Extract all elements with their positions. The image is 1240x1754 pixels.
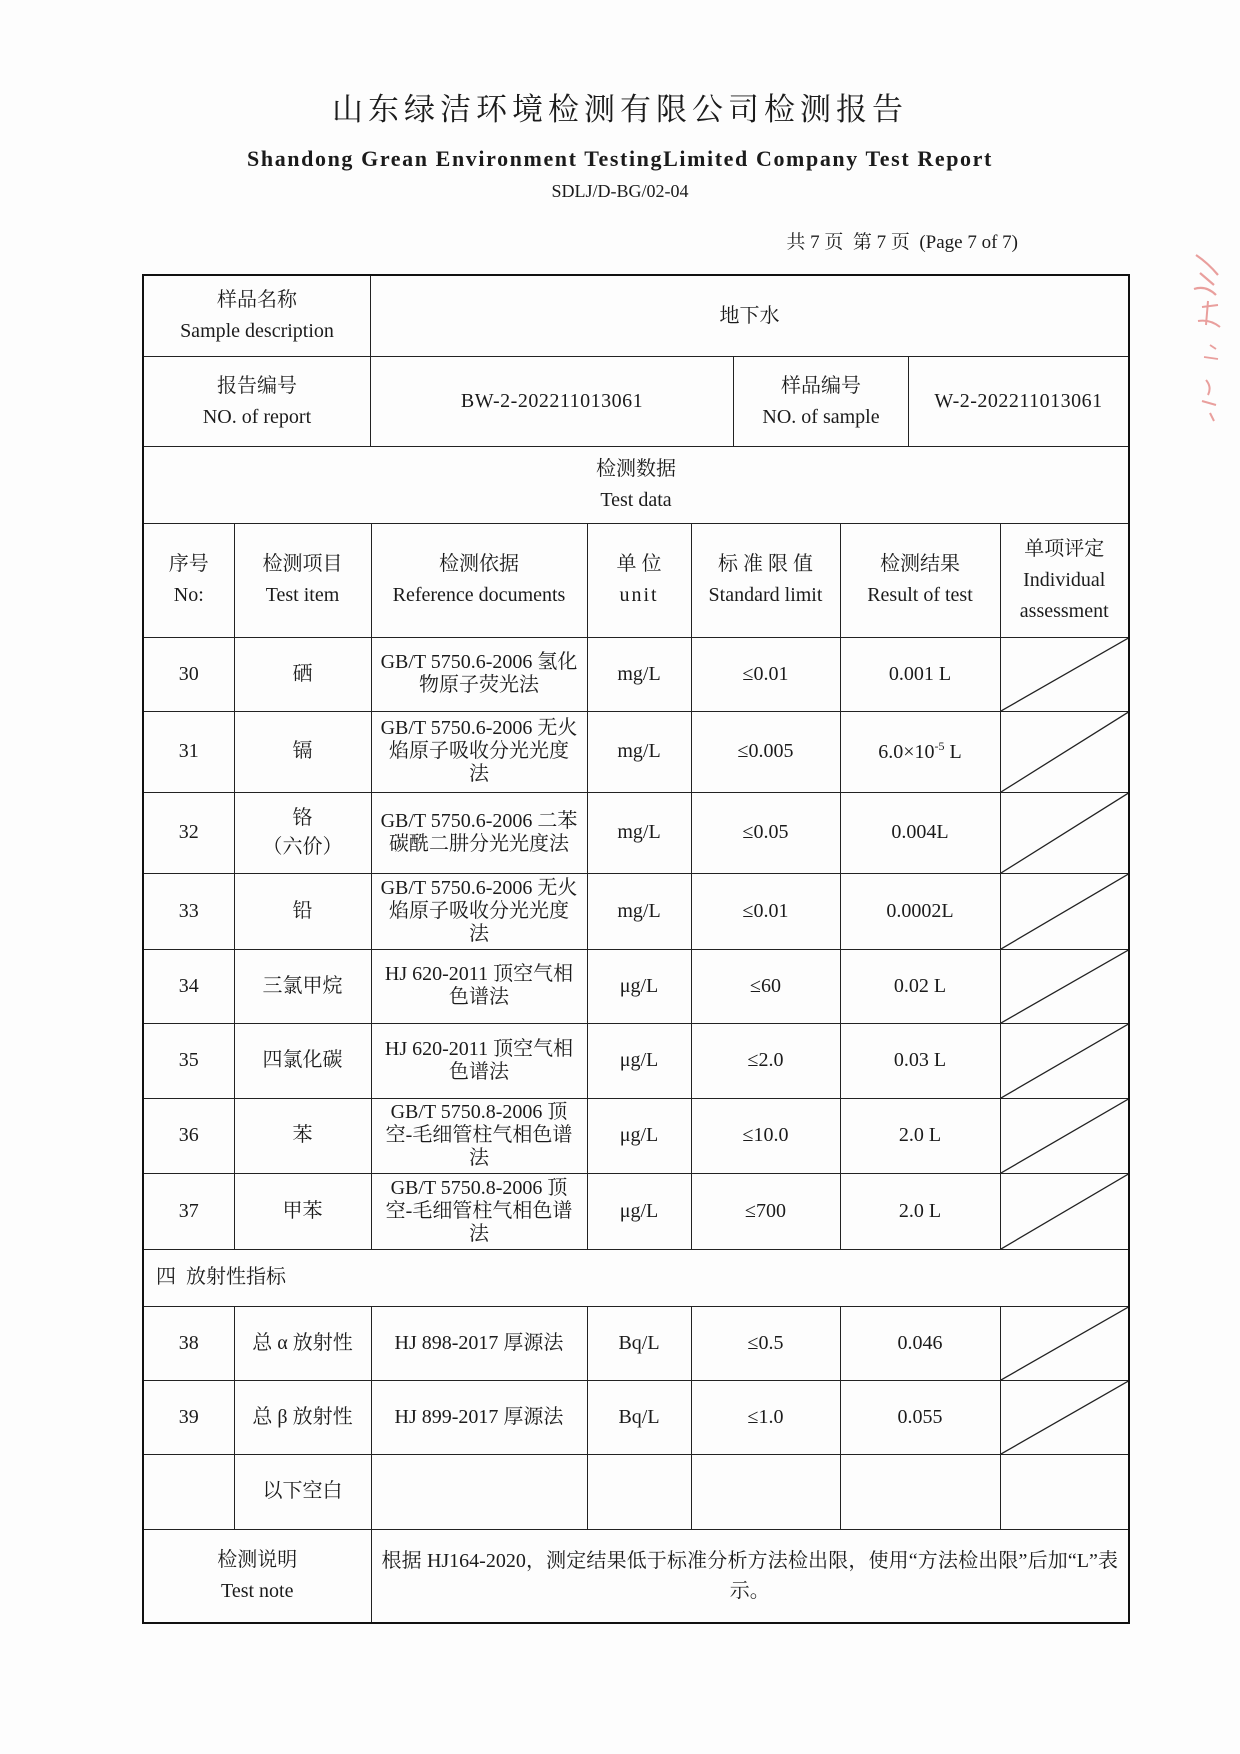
test-note-text: 根据 HJ164-2020，测定结果低于标准分析方法检出限，使用“方法检出限”后加“L”表示。 xyxy=(381,1549,1118,1602)
test-item-name: 三氯甲烷 xyxy=(262,974,343,997)
column-header-en: unit xyxy=(619,584,659,607)
limit-text: ≤10.0 xyxy=(742,1124,789,1146)
page-indicator: 共 7 页 第 7 页 (Page 7 of 7) xyxy=(786,232,1018,253)
reference-text: GB/T 5750.6-2006 氢化物原子荧光法 xyxy=(380,651,578,696)
cell-empty xyxy=(1000,1454,1128,1529)
cell-test-item xyxy=(234,637,371,711)
result-text: 0.0002L xyxy=(886,899,954,922)
sample-description-label xyxy=(144,276,371,356)
document-code: SDLJ/D-BG/02-04 xyxy=(551,181,689,201)
row-number: 33 xyxy=(178,899,199,922)
cell-test-item xyxy=(234,1380,371,1454)
cell-standard-limit xyxy=(691,1380,840,1454)
diagonal-strike xyxy=(1001,638,1129,711)
table-row xyxy=(144,873,1128,949)
column-header-row xyxy=(144,524,1128,637)
sample-description-value xyxy=(371,276,1128,356)
unit-text: μg/L xyxy=(619,1124,659,1146)
section-row xyxy=(144,1249,1128,1306)
test-item-name: 总 α 放射性 xyxy=(252,1331,353,1354)
row-number: 37 xyxy=(178,1199,199,1222)
reference-text: HJ 620-2011 顶空气相色谱法 xyxy=(384,1037,574,1083)
result-text: 0.004L xyxy=(891,821,949,843)
sample-label-en: Sample description xyxy=(180,320,334,342)
diagonal-strike xyxy=(1001,874,1129,949)
cell-result xyxy=(840,1306,1000,1380)
sample-label-cn: 样品名称 xyxy=(217,289,297,311)
row-number: 35 xyxy=(178,1049,199,1071)
cell-test-item xyxy=(234,792,371,873)
cell-empty xyxy=(371,1454,587,1529)
cell-no xyxy=(144,1306,234,1380)
sample-description-row xyxy=(144,276,1128,357)
cell-assessment xyxy=(1000,1173,1128,1249)
row-number: 39 xyxy=(178,1405,199,1428)
column-header-en: Result of test xyxy=(867,584,973,607)
cell-test-item xyxy=(234,1306,371,1380)
cell-assessment xyxy=(1000,1306,1128,1380)
limit-text: ≤2.0 xyxy=(747,1049,784,1071)
seal-fragment-stamp xyxy=(1188,245,1228,430)
limit-text: ≤1.0 xyxy=(747,1405,784,1428)
cell-result xyxy=(840,1098,1000,1173)
unit-text: mg/L xyxy=(617,821,661,843)
limit-text: ≤700 xyxy=(745,1199,786,1222)
limit-text: ≤0.05 xyxy=(742,821,789,843)
test-item-qualifier: （六价） xyxy=(262,835,343,858)
column-header-en: No: xyxy=(173,584,204,607)
cell-unit xyxy=(587,637,691,711)
cell-standard-limit xyxy=(691,1098,840,1173)
column-header-unit xyxy=(587,524,691,637)
data-rows xyxy=(144,524,1128,1622)
unit-text: μg/L xyxy=(619,974,659,997)
unit-text: Bq/L xyxy=(618,1331,660,1354)
cell-result xyxy=(840,637,1000,711)
test-note-row xyxy=(144,1529,1128,1622)
report-title-cn: 山东绿洁环境检测有限公司检测报告 xyxy=(332,92,908,127)
column-header-cn: 序号 xyxy=(168,553,209,576)
cell-result xyxy=(840,1023,1000,1098)
test-item-name: 甲苯 xyxy=(282,1199,323,1222)
cell-reference xyxy=(371,637,587,711)
cell-test-item xyxy=(234,949,371,1023)
cell-reference xyxy=(371,711,587,792)
cell-no xyxy=(144,1173,234,1249)
column-header-cn: 单项评定 xyxy=(1024,537,1105,560)
reference-text: HJ 899-2017 厚源法 xyxy=(394,1405,564,1428)
cell-reference xyxy=(371,1173,587,1249)
cell-reference xyxy=(371,873,587,949)
sample-value: 地下水 xyxy=(719,304,780,327)
cell-assessment xyxy=(1000,1380,1128,1454)
cell-unit xyxy=(587,1173,691,1249)
test-item-name: 总 β 放射性 xyxy=(252,1405,353,1428)
cell-test-item xyxy=(234,1023,371,1098)
cell-unit xyxy=(587,711,691,792)
test-data-label-cn: 检测数据 xyxy=(596,458,676,480)
table-row xyxy=(144,1173,1128,1249)
cell-result xyxy=(840,873,1000,949)
column-header-cn: 检测结果 xyxy=(880,553,960,576)
column-header-cn: 标 准 限 值 xyxy=(718,553,813,576)
reference-text: GB/T 5750.6-2006 二苯碳酰二肼分光光度法 xyxy=(380,809,578,855)
cell-reference xyxy=(371,949,587,1023)
test-item-name: 四氯化碳 xyxy=(262,1049,343,1071)
report-number-label-cn: 报告编号 xyxy=(217,374,297,397)
column-header-en: Individual xyxy=(1023,568,1106,591)
column-header-cn: 检测依据 xyxy=(439,553,519,576)
cell-unit xyxy=(587,1098,691,1173)
diagonal-strike xyxy=(1001,1024,1129,1098)
test-data-label-en: Test data xyxy=(600,489,672,511)
row-number: 38 xyxy=(178,1331,199,1354)
column-header-result xyxy=(840,524,1000,637)
cell-assessment xyxy=(1000,949,1128,1023)
cell-standard-limit xyxy=(691,1023,840,1098)
test-note-content xyxy=(371,1529,1128,1622)
cell-no xyxy=(144,873,234,949)
sample-number: W-2-202211013061 xyxy=(934,390,1103,412)
reference-text: GB/T 5750.8-2006 顶空-毛细管柱气相色谱法 xyxy=(385,1101,573,1169)
cell-no xyxy=(144,949,234,1023)
row-number: 36 xyxy=(178,1124,199,1146)
result-text: 0.03 L xyxy=(893,1049,947,1071)
test-data-heading-row xyxy=(144,447,1128,524)
cell-standard-limit xyxy=(691,873,840,949)
cell-reference xyxy=(371,792,587,873)
cell-test-item xyxy=(234,1173,371,1249)
sample-number-label-cn: 样品编号 xyxy=(781,374,861,397)
table-row xyxy=(144,792,1128,873)
cell-standard-limit xyxy=(691,949,840,1023)
unit-text: μg/L xyxy=(619,1049,659,1071)
cell-empty xyxy=(587,1454,691,1529)
column-header-en: Standard limit xyxy=(708,584,823,607)
table-row xyxy=(144,1306,1128,1380)
cell-no xyxy=(144,637,234,711)
table-row xyxy=(144,949,1128,1023)
table-row xyxy=(144,711,1128,792)
row-number: 32 xyxy=(178,821,199,843)
result-text: 0.046 xyxy=(897,1331,943,1354)
cell-result xyxy=(840,949,1000,1023)
report-number-label xyxy=(144,357,371,446)
blank-marker-text: 以下空白 xyxy=(262,1480,343,1502)
cell-test-item xyxy=(234,711,371,792)
cell-reference xyxy=(371,1306,587,1380)
sample-number-value xyxy=(909,357,1128,446)
cell-unit xyxy=(587,1380,691,1454)
diagonal-strike xyxy=(1001,1099,1129,1173)
cell-standard-limit xyxy=(691,792,840,873)
limit-text: ≤0.01 xyxy=(742,899,789,922)
reference-text: HJ 898-2017 厚源法 xyxy=(394,1331,564,1354)
result-text: 0.055 xyxy=(897,1405,943,1428)
cell-unit xyxy=(587,1306,691,1380)
cell-no xyxy=(144,1380,234,1454)
cell-empty xyxy=(691,1454,840,1529)
unit-text: μg/L xyxy=(619,1199,659,1222)
result-text: 6.0×10 xyxy=(878,740,935,763)
cell-reference xyxy=(371,1380,587,1454)
row-number: 34 xyxy=(178,974,199,997)
sample-number-label-en: NO. of sample xyxy=(762,405,880,428)
cell-unit xyxy=(587,792,691,873)
table-row xyxy=(144,1380,1128,1454)
test-note-label-en: Test note xyxy=(221,1579,294,1602)
limit-text: ≤0.5 xyxy=(747,1331,784,1354)
result-text: 0.001 L xyxy=(888,662,952,685)
column-header-reference xyxy=(371,524,587,637)
diagonal-strike xyxy=(1001,793,1129,873)
unit-text: mg/L xyxy=(617,662,661,685)
cell-result xyxy=(840,1173,1000,1249)
report-table xyxy=(142,274,1130,1624)
cell-no xyxy=(144,711,234,792)
result-text: 0.02 L xyxy=(893,974,947,997)
test-item-name: 硒 xyxy=(292,662,313,685)
column-header-en2: assessment xyxy=(1019,599,1109,622)
diagonal-strike xyxy=(1001,712,1129,792)
result-suffix: L xyxy=(944,740,962,763)
cell-result xyxy=(840,711,1000,792)
result-text: 2.0 L xyxy=(898,1199,942,1222)
diagonal-strike xyxy=(1001,950,1129,1023)
cell-reference xyxy=(371,1023,587,1098)
column-header-standard-limit xyxy=(691,524,840,637)
report-title-en: Shandong Grean Environment TestingLimited Company Test Report xyxy=(247,146,993,171)
reference-text: GB/T 5750.6-2006 无火焰原子吸收分光光度法 xyxy=(380,717,578,785)
cell-empty xyxy=(840,1454,1000,1529)
cell-empty xyxy=(144,1454,234,1529)
report-number: BW-2-202211013061 xyxy=(460,390,644,412)
table-row xyxy=(144,1098,1128,1173)
diagonal-strike xyxy=(1001,1174,1129,1249)
cell-test-item xyxy=(234,873,371,949)
report-number-row xyxy=(144,357,1128,447)
table-row xyxy=(144,1023,1128,1098)
cell-no xyxy=(144,1023,234,1098)
report-number-label-en: NO. of report xyxy=(202,405,312,428)
column-header-test-item xyxy=(234,524,371,637)
report-number-value xyxy=(371,357,734,446)
sample-number-label xyxy=(734,357,909,446)
cell-blank-marker xyxy=(234,1454,371,1529)
cell-result xyxy=(840,1380,1000,1454)
reference-text: HJ 620-2011 顶空气相色谱法 xyxy=(384,963,574,1008)
column-header-cn: 检测项目 xyxy=(262,553,343,576)
cell-assessment xyxy=(1000,792,1128,873)
limit-text: ≤0.005 xyxy=(737,740,794,762)
cell-unit xyxy=(587,873,691,949)
unit-text: Bq/L xyxy=(618,1405,660,1428)
row-number: 31 xyxy=(178,740,199,762)
cell-standard-limit xyxy=(691,711,840,792)
cell-assessment xyxy=(1000,873,1128,949)
unit-text: mg/L xyxy=(617,899,661,922)
reference-text: GB/T 5750.8-2006 顶空-毛细管柱气相色谱法 xyxy=(385,1176,573,1245)
test-item-name: 铬 xyxy=(292,806,313,829)
reference-text: GB/T 5750.6-2006 无火焰原子吸收分光光度法 xyxy=(380,876,578,945)
cell-result xyxy=(840,792,1000,873)
test-data-table xyxy=(144,524,1128,1622)
column-header-en: Reference documents xyxy=(392,584,566,607)
test-item-name: 铅 xyxy=(292,899,313,922)
column-header-no xyxy=(144,524,234,637)
cell-standard-limit xyxy=(691,1306,840,1380)
cell-assessment xyxy=(1000,711,1128,792)
limit-text: ≤60 xyxy=(750,974,781,997)
section-heading xyxy=(144,1249,1128,1306)
section-label: 四 放射性指标 xyxy=(156,1266,286,1288)
blank-row xyxy=(144,1454,1128,1529)
column-header-assessment xyxy=(1000,524,1128,637)
test-item-name: 苯 xyxy=(292,1124,313,1146)
test-note-label-cn: 检测说明 xyxy=(217,1548,298,1571)
cell-unit xyxy=(587,949,691,1023)
cell-standard-limit xyxy=(691,1173,840,1249)
cell-test-item xyxy=(234,1098,371,1173)
result-exponent: -5 xyxy=(934,738,945,753)
cell-assessment xyxy=(1000,637,1128,711)
diagonal-strike xyxy=(1001,1381,1129,1454)
result-text: 2.0 L xyxy=(898,1124,942,1146)
cell-unit xyxy=(587,1023,691,1098)
test-data-heading xyxy=(144,447,1128,523)
column-header-cn: 单 位 xyxy=(616,553,662,576)
test-item-name: 镉 xyxy=(292,740,313,762)
test-note-label xyxy=(144,1529,371,1622)
cell-no xyxy=(144,792,234,873)
unit-text: mg/L xyxy=(617,740,661,762)
row-number: 30 xyxy=(178,662,199,685)
cell-assessment xyxy=(1000,1023,1128,1098)
table-row xyxy=(144,637,1128,711)
cell-assessment xyxy=(1000,1098,1128,1173)
limit-text: ≤0.01 xyxy=(742,662,789,685)
cell-standard-limit xyxy=(691,637,840,711)
cell-no xyxy=(144,1098,234,1173)
cell-reference xyxy=(371,1098,587,1173)
diagonal-strike xyxy=(1001,1307,1129,1380)
column-header-en: Test item xyxy=(265,584,340,607)
